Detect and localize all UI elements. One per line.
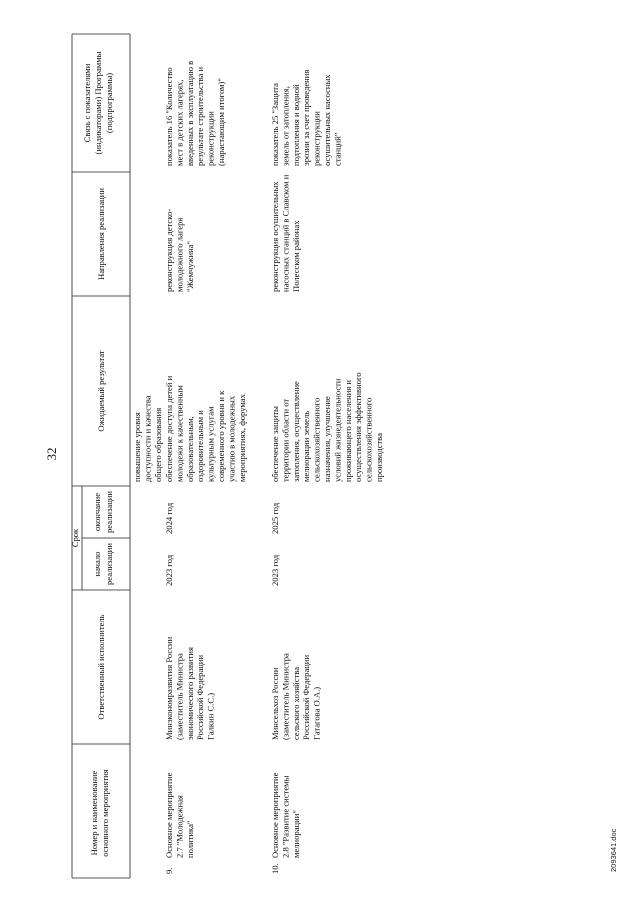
text-line: общего образования: [152, 407, 163, 482]
row-name: [270, 772, 301, 858]
row-result: [164, 375, 247, 482]
text-line: (заместитель Министра: [174, 653, 185, 740]
text-line: реконструкция осушительных: [270, 181, 280, 292]
header-col-executor: Ответственный исполнитель: [96, 614, 106, 720]
text-line: культурным услугам: [205, 406, 216, 482]
text-line: образовательным,: [184, 416, 195, 482]
row-number: 10.: [270, 863, 280, 874]
text-line: Российской Федерации: [195, 654, 206, 740]
table-row: [164, 61, 247, 874]
table-row: [270, 70, 384, 874]
text-line: "Жемчужина": [184, 241, 195, 292]
text-line: обеспечение доступа детей и: [164, 375, 174, 482]
text-line: повышение уровня: [132, 412, 142, 482]
text-line: реконструкция детско-: [164, 208, 174, 292]
carryover-result: [132, 395, 163, 482]
text-line: условий жизнедеятельности: [332, 378, 343, 482]
text-line: подтопления и водной: [290, 84, 301, 166]
text-line: осушительных насосных: [322, 74, 332, 166]
text-line: Полесском районах: [290, 220, 301, 292]
text-line: Гатагова О.А.): [311, 686, 322, 740]
text-line: окончание: [92, 492, 102, 532]
text-line: мелиорации земель: [301, 410, 312, 482]
text-line: 2.8 "Развитие системы: [280, 775, 291, 858]
text-line: Основное мероприятие: [164, 772, 174, 858]
text-line: Галкин С.С.): [205, 692, 216, 740]
text-line: оздоровительным и: [195, 410, 206, 482]
row-start: 2023 год: [270, 554, 280, 586]
row-name: [164, 772, 195, 858]
text-line: сельского хозяйства: [290, 666, 301, 740]
text-line: Минсельхоз России: [270, 667, 280, 740]
text-line: осуществления эффективного: [353, 372, 364, 482]
text-line: молодежного лагеря: [174, 217, 185, 292]
header-srok: Срок: [70, 528, 80, 548]
row-start: 2023 год: [164, 554, 174, 586]
text-line: (подпрограммы): [104, 72, 114, 134]
text-line: затопления, осуществление: [290, 381, 301, 482]
text-line: доступности и качества: [142, 395, 153, 482]
text-line: введенных в эксплуатацию в: [184, 60, 195, 166]
text-line: результате строительства и: [195, 66, 206, 166]
header-link: [82, 51, 114, 154]
row-end: 2025 год: [270, 502, 280, 534]
text-line: назначения, улучшение: [322, 396, 332, 482]
text-line: обеспечение защиты: [270, 406, 280, 482]
text-line: эрозии за счет проведения: [301, 69, 312, 166]
header-start: [92, 543, 114, 585]
header-col-name: [89, 769, 110, 857]
text-line: основного мероприятия: [100, 769, 110, 857]
row-number: 9.: [164, 867, 174, 874]
text-line: земель от затопления,: [280, 86, 291, 166]
text-line: территории области от: [280, 398, 291, 482]
row-end: 2024 год: [164, 502, 174, 534]
text-line: Номер и наименование: [89, 770, 99, 856]
text-line: реконструкции: [205, 111, 216, 166]
text-line: Минэкономразвития России: [164, 636, 174, 740]
text-line: (индикаторами) Программы: [93, 51, 103, 155]
row-link: [164, 61, 226, 166]
text-line: экономического развития: [184, 647, 195, 740]
document-footer: 2093641.doc: [609, 828, 618, 872]
text-line: Российской Федерации: [301, 654, 312, 740]
text-line: показатель 25 "Защита: [270, 83, 280, 166]
text-line: мест в детских лагерях,: [174, 79, 185, 166]
text-line: сельскохозяйственного: [311, 397, 322, 482]
header-result: Ожидаемый результат: [96, 350, 106, 432]
row-direction: [270, 174, 301, 292]
row-executor: [164, 636, 216, 740]
text-line: насосных станций в Славском и: [280, 174, 291, 292]
text-line: сельскохозяйственного: [363, 397, 374, 482]
text-line: станций": [332, 132, 343, 166]
text-line: реконструкции: [311, 111, 322, 166]
text-line: мелиорации": [290, 810, 301, 858]
text-line: проживающего населения и: [342, 379, 353, 482]
text-line: мероприятиях, форумах: [236, 394, 247, 482]
header-end: [92, 491, 114, 533]
text-line: политика": [184, 820, 195, 858]
text-line: Связь с показателями: [82, 63, 92, 143]
text-line: начало: [92, 551, 102, 577]
row-result: [270, 372, 384, 482]
row-executor: [270, 653, 322, 740]
text-line: реализации: [104, 543, 114, 585]
table-grid: [72, 34, 130, 878]
text-line: (заместитель Министра: [280, 653, 291, 740]
text-line: реализации: [104, 491, 114, 533]
text-line: производства: [374, 433, 384, 482]
text-line: участию в молодежных: [226, 395, 237, 482]
row-direction: [164, 209, 195, 292]
text-line: показатель 16 "Количество: [164, 67, 174, 166]
text-line: современного уровня и к: [216, 390, 226, 482]
row-link: [270, 70, 342, 166]
header-direction: Направления реализации: [96, 188, 106, 280]
text-line: (нарастающим итогом)": [216, 78, 226, 166]
text-line: 2.7 "Молодежная: [174, 795, 185, 858]
page-number: 32: [44, 447, 59, 461]
text-line: Основное мероприятие: [270, 772, 280, 858]
text-line: молодежи к качественным: [174, 385, 185, 482]
